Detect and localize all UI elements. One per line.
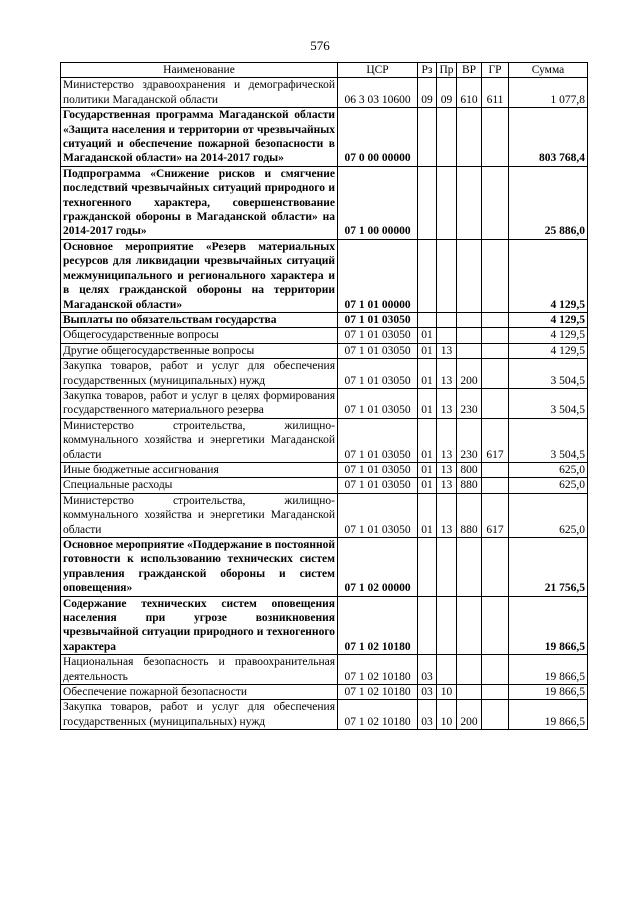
row-vr-cell [457, 538, 482, 597]
row-gr-cell [482, 478, 509, 493]
table-row [61, 328, 588, 343]
row-pr-cell: 10 [437, 700, 457, 730]
row-sum-cell: 3 504,5 [509, 418, 588, 462]
row-pr-cell: 13 [437, 359, 457, 389]
row-rz-cell: 03 [418, 685, 437, 700]
row-vr-cell [457, 655, 482, 685]
row-sum-cell: 625,0 [509, 478, 588, 493]
row-pr-cell: 13 [437, 418, 457, 462]
row-pr-cell: 09 [437, 78, 457, 108]
table-row [61, 462, 588, 477]
table-row [61, 418, 588, 462]
header-gr: ГР [482, 63, 509, 78]
header-csr: ЦСР [338, 63, 418, 78]
table-row [61, 478, 588, 493]
table-row [61, 493, 588, 537]
row-name-cell: Специальные расходы [61, 478, 338, 493]
row-gr-cell [482, 328, 509, 343]
row-sum-cell: 19 866,5 [509, 700, 588, 730]
row-vr-cell [457, 312, 482, 327]
row-rz-cell [418, 166, 437, 239]
row-gr-cell [482, 343, 509, 358]
row-sum-cell: 803 768,4 [509, 108, 588, 167]
row-sum-cell: 19 866,5 [509, 655, 588, 685]
row-pr-cell [437, 328, 457, 343]
table-header-row [61, 63, 588, 78]
table-row [61, 596, 588, 655]
row-csr-cell: 07 1 02 10180 [338, 596, 418, 655]
row-vr-cell: 610 [457, 78, 482, 108]
row-csr-cell: 07 1 01 03050 [338, 493, 418, 537]
row-gr-cell: 617 [482, 493, 509, 537]
row-sum-cell: 625,0 [509, 462, 588, 477]
row-csr-cell: 07 1 01 03050 [338, 418, 418, 462]
row-gr-cell [482, 462, 509, 477]
row-rz-cell: 01 [418, 328, 437, 343]
row-name-cell: Закупка товаров, работ и услуг для обеспечения государственных (муниципальных) нужд [61, 359, 338, 389]
row-rz-cell [418, 538, 437, 597]
table-row [61, 655, 588, 685]
table-row [61, 685, 588, 700]
row-rz-cell [418, 312, 437, 327]
row-csr-cell: 07 1 01 00000 [338, 239, 418, 312]
row-gr-cell [482, 108, 509, 167]
table-row [61, 700, 588, 730]
header-sum: Сумма [509, 63, 588, 78]
row-name-cell: Министерство строительства, жилищно-коммунального хозяйства и энергетики Магаданской области [61, 418, 338, 462]
row-gr-cell [482, 312, 509, 327]
row-sum-cell: 19 866,5 [509, 596, 588, 655]
row-gr-cell [482, 166, 509, 239]
row-csr-cell: 07 1 01 03050 [338, 312, 418, 327]
row-pr-cell [437, 239, 457, 312]
row-pr-cell: 13 [437, 478, 457, 493]
header-name: Наименование [61, 63, 338, 78]
row-vr-cell: 880 [457, 478, 482, 493]
row-name-cell: Содержание технических систем оповещения населения при угрозе возникновения чрезвычайной ситуации природного и техногенного характера [61, 596, 338, 655]
table-row [61, 388, 588, 418]
row-vr-cell: 230 [457, 388, 482, 418]
row-sum-cell: 625,0 [509, 493, 588, 537]
row-rz-cell: 03 [418, 655, 437, 685]
row-rz-cell [418, 239, 437, 312]
row-sum-cell: 4 129,5 [509, 312, 588, 327]
row-csr-cell: 07 1 00 00000 [338, 166, 418, 239]
row-rz-cell: 01 [418, 462, 437, 477]
row-csr-cell: 07 1 01 03050 [338, 388, 418, 418]
row-rz-cell [418, 596, 437, 655]
row-name-cell: Закупка товаров, работ и услуг в целях формирования государственного материального резерва [61, 388, 338, 418]
row-name-cell: Министерство здравоохранения и демографической политики Магаданской области [61, 78, 338, 108]
page-number: 576 [310, 38, 330, 53]
row-pr-cell: 13 [437, 462, 457, 477]
row-sum-cell: 19 866,5 [509, 685, 588, 700]
row-vr-cell [457, 239, 482, 312]
row-pr-cell [437, 538, 457, 597]
row-csr-cell: 07 1 02 10180 [338, 655, 418, 685]
table-row [61, 78, 588, 108]
row-csr-cell: 07 1 01 03050 [338, 328, 418, 343]
row-pr-cell [437, 596, 457, 655]
row-rz-cell: 01 [418, 359, 437, 389]
row-gr-cell [482, 359, 509, 389]
header-pr: Пр [437, 63, 457, 78]
row-csr-cell: 07 1 02 00000 [338, 538, 418, 597]
row-pr-cell [437, 312, 457, 327]
row-vr-cell: 230 [457, 418, 482, 462]
row-pr-cell: 13 [437, 343, 457, 358]
row-rz-cell: 01 [418, 388, 437, 418]
header-vr: ВР [457, 63, 482, 78]
header-rz: Рз [418, 63, 437, 78]
row-sum-cell: 4 129,5 [509, 239, 588, 312]
table-row [61, 108, 588, 167]
row-rz-cell: 03 [418, 700, 437, 730]
row-csr-cell: 07 1 01 03050 [338, 343, 418, 358]
row-pr-cell [437, 166, 457, 239]
row-rz-cell [418, 108, 437, 167]
row-csr-cell: 07 1 01 03050 [338, 478, 418, 493]
row-sum-cell: 21 756,5 [509, 538, 588, 597]
row-sum-cell: 25 886,0 [509, 166, 588, 239]
row-sum-cell: 4 129,5 [509, 343, 588, 358]
row-csr-cell: 07 0 00 00000 [338, 108, 418, 167]
row-vr-cell [457, 108, 482, 167]
row-vr-cell: 800 [457, 462, 482, 477]
row-name-cell: Национальная безопасность и правоохранительная деятельность [61, 655, 338, 685]
row-rz-cell: 01 [418, 478, 437, 493]
row-pr-cell: 10 [437, 685, 457, 700]
row-gr-cell: 617 [482, 418, 509, 462]
table-row [61, 343, 588, 358]
row-pr-cell [437, 108, 457, 167]
row-name-cell: Иные бюджетные ассигнования [61, 462, 338, 477]
row-vr-cell: 200 [457, 359, 482, 389]
row-name-cell: Общегосударственные вопросы [61, 328, 338, 343]
row-gr-cell [482, 685, 509, 700]
row-name-cell: Выплаты по обязательствам государства [61, 312, 338, 327]
row-name-cell: Министерство строительства, жилищно-коммунального хозяйства и энергетики Магаданской области [61, 493, 338, 537]
table-body [61, 78, 588, 730]
row-gr-cell: 611 [482, 78, 509, 108]
row-sum-cell: 3 504,5 [509, 388, 588, 418]
row-csr-cell: 07 1 01 03050 [338, 359, 418, 389]
row-vr-cell: 200 [457, 700, 482, 730]
row-vr-cell [457, 343, 482, 358]
row-vr-cell [457, 596, 482, 655]
row-vr-cell [457, 166, 482, 239]
row-rz-cell: 01 [418, 493, 437, 537]
row-gr-cell [482, 655, 509, 685]
row-gr-cell [482, 239, 509, 312]
table-row [61, 239, 588, 312]
row-vr-cell [457, 328, 482, 343]
row-name-cell: Подпрограмма «Снижение рисков и смягчение последствий чрезвычайных ситуаций природного и техногенного характера, совершенствование гражданской обороны в Магаданской области» на 2014-2017 годы» [61, 166, 338, 239]
row-csr-cell: 07 1 01 03050 [338, 462, 418, 477]
row-name-cell: Государственная программа Магаданской области «Защита населения и территории от чрезвычайных ситуаций и обеспечение пожарной безопасности в Магаданской области» на 2014-2017 годы» [61, 108, 338, 167]
row-csr-cell: 07 1 02 10180 [338, 700, 418, 730]
row-vr-cell [457, 685, 482, 700]
row-gr-cell [482, 388, 509, 418]
table-row [61, 166, 588, 239]
table-row [61, 312, 588, 327]
row-pr-cell [437, 655, 457, 685]
row-vr-cell: 880 [457, 493, 482, 537]
row-name-cell: Обеспечение пожарной безопасности [61, 685, 338, 700]
row-rz-cell: 01 [418, 418, 437, 462]
row-gr-cell [482, 596, 509, 655]
row-csr-cell: 06 3 03 10600 [338, 78, 418, 108]
row-name-cell: Основное мероприятие «Резерв материальных ресурсов для ликвидации чрезвычайных ситуаций межмуниципального и регионального характера и в целях гражданской обороны на территории Магаданской области» [61, 239, 338, 312]
table-row [61, 359, 588, 389]
row-name-cell: Закупка товаров, работ и услуг для обеспечения государственных (муниципальных) нужд [61, 700, 338, 730]
row-csr-cell: 07 1 02 10180 [338, 685, 418, 700]
row-name-cell: Основное мероприятие «Поддержание в постоянной готовности к использованию технических систем управления гражданской обороны и систем оповещения» [61, 538, 338, 597]
row-rz-cell: 01 [418, 343, 437, 358]
table-row [61, 538, 588, 597]
row-sum-cell: 4 129,5 [509, 328, 588, 343]
row-rz-cell: 09 [418, 78, 437, 108]
row-sum-cell: 1 077,8 [509, 78, 588, 108]
row-sum-cell: 3 504,5 [509, 359, 588, 389]
row-name-cell: Другие общегосударственные вопросы [61, 343, 338, 358]
row-gr-cell [482, 538, 509, 597]
row-gr-cell [482, 700, 509, 730]
row-pr-cell: 13 [437, 493, 457, 537]
budget-table [60, 62, 588, 730]
row-pr-cell: 13 [437, 388, 457, 418]
